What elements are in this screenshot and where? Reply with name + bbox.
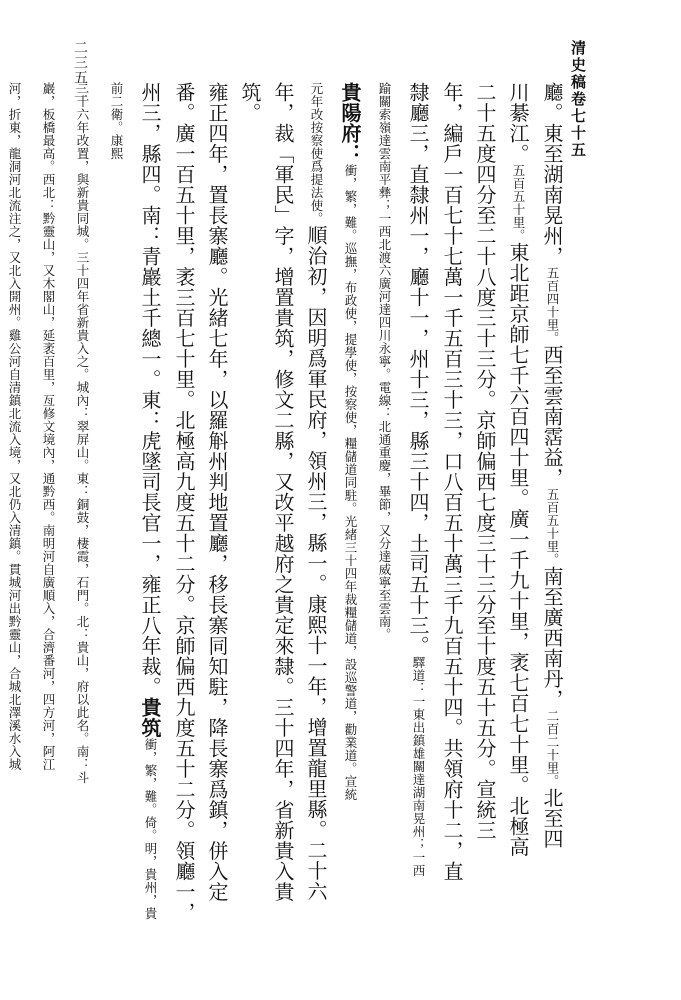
text-column	[333, 82, 367, 932]
text-column	[200, 82, 233, 932]
annotation-text: 驛道：一東出鎮雄關達湖南晃州；一西	[411, 656, 426, 877]
text-column	[501, 82, 535, 932]
text-column	[99, 82, 167, 932]
text-column	[367, 82, 401, 932]
main-text: 北至四	[540, 787, 564, 849]
main-text: 年，裁「軍民」字，增置貴筑，修文二縣，又改平越府之貴定來隸。三十四年，省新貴入貴筑。	[238, 82, 295, 902]
main-text: 順治初，因明爲軍民府，領州三，縣一。康熙十一年，增置龍里縣。二十六	[304, 225, 328, 902]
main-text: 東北距京師七千六百四十里。廣一千九十里，袤七百七十里。北極高	[506, 242, 530, 857]
page-number: 二三五二	[72, 40, 88, 100]
annotation-text: 二百二十里。	[545, 709, 560, 788]
annotation-text: 二十六年改置，與新貴同城。三十四年省新貴入之。城內：翠屏山。東：銅鼓，棲霞，石門。北：貴山，府以此名。南：斗	[75, 82, 90, 784]
text-column	[435, 82, 468, 932]
text-column	[65, 82, 99, 932]
annotation-text: 衝，繁，難。巡撫，布政使，提學使，按察使，糧儲道同駐。光緒三十四年裁糧儲道，設巡警道，勸業道。宣統	[343, 164, 358, 801]
main-text: 廳。東至湖南晃州，	[540, 82, 564, 267]
text-column	[0, 82, 31, 932]
entry-heading: 貴陽府：	[338, 82, 362, 164]
main-text: 川綦江。	[506, 82, 530, 164]
text-column	[31, 82, 65, 932]
book-title-header: 清史稿卷七十五	[569, 40, 587, 159]
main-text: 二十五度四分至二十八度三十三分。京師偏西七度三十三分至十度五十五分。宣統三	[473, 82, 497, 841]
main-text: 雍正四年，置長寨廳。光緒七年，以羅斛州判地置廳，移長寨同知駐，降長寨爲鎮，併入定	[205, 82, 229, 902]
annotation-text: 五百五十里。	[511, 164, 526, 242]
text-column	[468, 82, 501, 932]
entry-heading: 貴筑	[138, 697, 162, 738]
main-text: 番。廣一百五十里，袤三百七十里。北極高九度五十二分。京師偏西九度五十二分。領廳一，	[172, 82, 196, 923]
annotation-text: 巖，板橋最高。西北：黔靈山，又木閣山，延袤百里，亙修文境內，通黔西。南明河自廣順入，合濟番河，四方河，阿江	[41, 82, 56, 771]
text-column	[401, 82, 435, 932]
annotation-text: 元年改按察使爲提法使。	[309, 82, 324, 225]
annotation-text: 五百四十里。	[545, 266, 560, 345]
text-column	[299, 82, 333, 932]
vertical-text-body	[0, 82, 569, 932]
annotation-text: 踰關索嶺達雲南平彝；一西北渡六廣河達四川永寧。電線：北通重慶，畢節，又分達威寧至雲南。	[377, 82, 392, 641]
annotation-text: 五百五十里。	[545, 488, 560, 566]
annotation-text: 河，折東，龍洞河北流注之，又北入開州。雞公河自清鎮北流入境，又北仍入清鎮。貫城河出黔靈山，合城北澤溪水入城	[7, 82, 22, 771]
text-column	[535, 82, 569, 932]
text-column	[167, 82, 200, 932]
main-text: 隸廳三，直隸州一，廳十一，州十三，縣三十四，土司五十三。	[406, 82, 430, 656]
annotation-text: 衝，繁，難。倚。明，貴州，貴前二衛。康熙	[109, 82, 158, 920]
text-column	[233, 82, 299, 932]
main-text: 南至廣西南丹，	[540, 566, 564, 710]
main-text: 年，編戶一百七十七萬一千五百三十三，口八百五十萬三千九百五十四。共領府十二，直	[440, 82, 464, 882]
main-text: 州三，縣四。南：青巖土千總一。東：虎墜司長官一，雍正八年裁。	[138, 82, 162, 697]
main-text: 西至雲南霑益，	[540, 344, 564, 488]
